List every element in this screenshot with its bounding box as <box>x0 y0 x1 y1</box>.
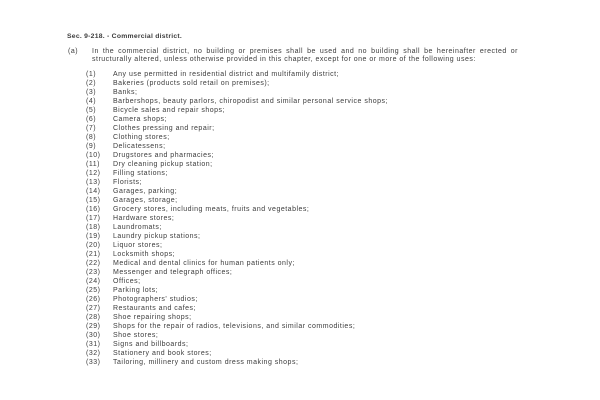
item-text: Locksmith shops; <box>113 251 176 258</box>
list-item <box>86 80 556 87</box>
list-item <box>86 116 556 123</box>
item-text: Offices; <box>113 278 141 285</box>
list-item <box>86 215 556 222</box>
item-text: Bicycle sales and repair shops; <box>113 107 225 114</box>
list-item <box>86 233 556 240</box>
item-number: (14) <box>86 188 101 195</box>
item-number: (21) <box>86 251 101 258</box>
item-text: Shops for the repair of radios, televisions, and similar commodities; <box>113 323 356 330</box>
item-text: Tailoring, millinery and custom dress making shops; <box>113 359 299 366</box>
item-number: (31) <box>86 341 101 348</box>
list-item <box>86 143 556 150</box>
item-text: Liquor stores; <box>113 242 163 249</box>
item-number: (17) <box>86 215 101 222</box>
item-number: (15) <box>86 197 101 204</box>
item-number: (32) <box>86 350 101 357</box>
item-text: Banks; <box>113 89 138 96</box>
item-text: Parking lots; <box>113 287 159 294</box>
list-item <box>86 125 556 132</box>
item-text: Filling stations; <box>113 170 168 177</box>
item-number: (16) <box>86 206 101 213</box>
list-item <box>86 251 556 258</box>
list-item <box>86 242 556 249</box>
item-text: Bakeries (products sold retail on premises); <box>113 80 270 87</box>
item-number: (22) <box>86 260 101 267</box>
item-number: (12) <box>86 170 101 177</box>
item-number: (5) <box>86 107 97 114</box>
list-item <box>86 323 556 330</box>
item-number: (23) <box>86 269 101 276</box>
list-item <box>86 278 556 285</box>
list-item <box>86 71 556 78</box>
item-number: (30) <box>86 332 101 339</box>
item-text: Drugstores and pharmacies; <box>113 152 214 159</box>
item-text: Signs and billboards; <box>113 341 189 348</box>
item-text: Delicatessens; <box>113 143 166 150</box>
section-heading: Sec. 9-218. - Commercial district. <box>67 33 183 40</box>
item-number: (4) <box>86 98 97 105</box>
item-text: Grocery stores, including meats, fruits and vegetables; <box>113 206 310 213</box>
list-item <box>86 224 556 231</box>
item-text: Restaurants and cafes; <box>113 305 196 312</box>
list-item <box>86 359 556 366</box>
list-item <box>86 170 556 177</box>
item-number: (28) <box>86 314 101 321</box>
list-item <box>86 260 556 267</box>
item-number: (18) <box>86 224 101 231</box>
item-text: Garages, storage; <box>113 197 178 204</box>
list-item <box>86 287 556 294</box>
item-number: (19) <box>86 233 101 240</box>
item-number: (33) <box>86 359 101 366</box>
item-number: (9) <box>86 143 97 150</box>
item-number: (24) <box>86 278 101 285</box>
list-item <box>86 134 556 141</box>
list-item <box>86 332 556 339</box>
item-number: (10) <box>86 152 101 159</box>
item-text: Laundromats; <box>113 224 162 231</box>
item-text: Any use permitted in residential district and multifamily district; <box>113 71 340 78</box>
item-number: (1) <box>86 71 97 78</box>
item-text: Clothing stores; <box>113 134 170 141</box>
subsection-text: In the commercial district, no building or premises shall be used and no building shall be hereinafter erected or structurally altered, unless otherwise provided in this chapter, except for one or more of the following uses: <box>92 48 518 63</box>
item-number: (2) <box>86 80 97 87</box>
item-number: (3) <box>86 89 97 96</box>
item-text: Messenger and telegraph offices; <box>113 269 233 276</box>
list-item <box>86 161 556 168</box>
item-text: Garages, parking; <box>113 188 178 195</box>
item-text: Shoe stores; <box>113 332 159 339</box>
list-item <box>86 179 556 186</box>
list-item <box>86 152 556 159</box>
item-number: (7) <box>86 125 97 132</box>
list-item <box>86 107 556 114</box>
item-text: Camera shops; <box>113 116 167 123</box>
item-number: (29) <box>86 323 101 330</box>
list-item <box>86 296 556 303</box>
list-item <box>86 197 556 204</box>
list-item <box>86 188 556 195</box>
list-item <box>86 206 556 213</box>
list-item <box>86 341 556 348</box>
list-item <box>86 350 556 357</box>
item-text: Clothes pressing and repair; <box>113 125 215 132</box>
item-text: Dry cleaning pickup station; <box>113 161 213 168</box>
item-text: Hardware stores; <box>113 215 175 222</box>
item-number: (20) <box>86 242 101 249</box>
item-text: Photographers' studios; <box>113 296 198 303</box>
subsection-a <box>68 48 520 63</box>
item-number: (26) <box>86 296 101 303</box>
permitted-uses-list <box>86 71 556 368</box>
item-number: (11) <box>86 161 100 168</box>
list-item <box>86 314 556 321</box>
item-text: Medical and dental clinics for human patients only; <box>113 260 295 267</box>
subsection-label: (a) <box>68 48 79 55</box>
item-text: Florists; <box>113 179 142 186</box>
list-item <box>86 98 556 105</box>
item-number: (27) <box>86 305 101 312</box>
item-text: Shoe repairing shops; <box>113 314 192 321</box>
list-item <box>86 305 556 312</box>
item-text: Stationery and book stores; <box>113 350 212 357</box>
item-number: (6) <box>86 116 97 123</box>
item-number: (25) <box>86 287 101 294</box>
list-item <box>86 269 556 276</box>
list-item <box>86 89 556 96</box>
item-text: Barbershops, beauty parlors, chiropodist and similar personal service shops; <box>113 98 388 105</box>
item-text: Laundry pickup stations; <box>113 233 201 240</box>
item-number: (13) <box>86 179 101 186</box>
item-number: (8) <box>86 134 97 141</box>
